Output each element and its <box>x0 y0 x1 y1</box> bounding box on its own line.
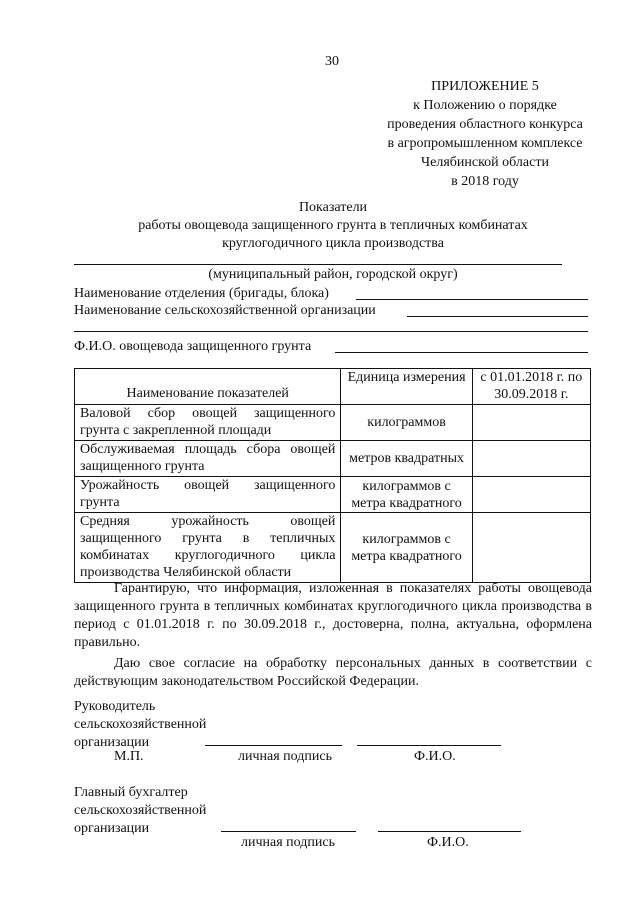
heading-line: Показатели <box>298 200 368 215</box>
header-name: Наименование показателей <box>75 369 341 405</box>
head-title-line: Руководитель <box>74 699 156 714</box>
page-number: 30 <box>325 54 339 69</box>
head-fio-caption: Ф.И.О. <box>414 749 456 764</box>
department-field[interactable] <box>356 299 588 300</box>
accountant-signature-caption: личная подпись <box>241 835 335 850</box>
document-heading <box>74 199 592 253</box>
fio-field[interactable] <box>335 352 588 353</box>
head-fio-field[interactable] <box>357 745 501 746</box>
row-unit: килограммов с метра квадратного <box>341 513 472 583</box>
fio-label: Ф.И.О. овощевода защищенного грунта <box>74 339 312 354</box>
department-label: Наименование отделения (бригады, блока) <box>74 286 329 301</box>
municipal-underline[interactable] <box>74 264 562 265</box>
accountant-title-block <box>74 784 206 838</box>
head-signature-caption: личная подпись <box>238 749 332 764</box>
stamp-label: М.П. <box>114 749 144 764</box>
appendix-block <box>380 77 590 191</box>
row-name: Средняя урожайность овощей защищенного грунта в тепличных комбинатах круглогодичного цикла производства Челябинской области <box>75 513 341 583</box>
appendix-line: в агропромышленном комплексе <box>387 136 583 151</box>
table-row <box>75 513 591 583</box>
header-period: с 01.01.2018 г. по 30.09.2018 г. <box>472 369 590 405</box>
accountant-signature-field[interactable] <box>221 831 356 832</box>
row-name: Обслуживаемая площадь сбора овощей защищенного грунта <box>75 441 341 477</box>
organization-field-extra[interactable] <box>74 331 588 332</box>
table-row <box>75 405 591 441</box>
row-name: Валовой сбор овощей защищенного грунта с закрепленной площади <box>75 405 341 441</box>
row-value-cell[interactable] <box>472 405 590 441</box>
organization-label: Наименование сельскохозяйственной организации <box>74 303 376 318</box>
table-row <box>75 477 591 513</box>
appendix-line: к Положению о порядке <box>413 98 557 113</box>
appendix-title: ПРИЛОЖЕНИЕ 5 <box>431 79 539 94</box>
row-value-cell[interactable] <box>472 513 590 583</box>
table-row <box>75 441 591 477</box>
head-title-line: организации <box>74 735 150 750</box>
appendix-line: проведения областного конкурса <box>387 117 583 132</box>
indicators-table <box>74 368 591 583</box>
accountant-fio-caption: Ф.И.О. <box>427 835 469 850</box>
row-unit: килограммов с метра квадратного <box>341 477 472 513</box>
row-value-cell[interactable] <box>472 477 590 513</box>
accountant-title-line: Главный бухгалтер <box>74 785 188 800</box>
appendix-line: Челябинской области <box>421 155 549 170</box>
heading-line: работы овощевода защищенного грунта в тепличных комбинатах <box>138 218 528 233</box>
municipal-caption: (муниципальный район, городской округ) <box>208 267 458 282</box>
head-title-block <box>74 698 206 752</box>
row-name: Урожайность овощей защищенного грунта <box>75 477 341 513</box>
accountant-title-line: сельскохозяйственной <box>74 803 207 818</box>
header-unit: Единица измерения <box>341 369 472 405</box>
row-value-cell[interactable] <box>472 441 590 477</box>
organization-field[interactable] <box>407 316 588 317</box>
head-signature-field[interactable] <box>205 745 342 746</box>
row-unit: метров квадратных <box>341 441 472 477</box>
heading-line: круглогодичного цикла производства <box>222 236 444 251</box>
accountant-fio-field[interactable] <box>378 831 521 832</box>
head-title-line: сельскохозяйственной <box>74 717 207 732</box>
accountant-title-line: организации <box>74 821 150 836</box>
table-header-row <box>75 369 591 405</box>
appendix-line: в 2018 году <box>451 174 519 189</box>
guarantee-paragraph: Гарантирую, что информация, изложенная в показателях работы овощевода защищенного грунта в тепличных комбинатах круглогодичного цикла производства в период с 01.01.2018 г. по 30.09.2018 г., достоверна, полна, актуальна, оформлена правильно. <box>74 581 592 650</box>
row-unit: килограммов <box>341 405 472 441</box>
consent-paragraph: Даю свое согласие на обработку персональных данных в соответствии с действующим законодательством Российской Федерации. <box>74 656 592 689</box>
